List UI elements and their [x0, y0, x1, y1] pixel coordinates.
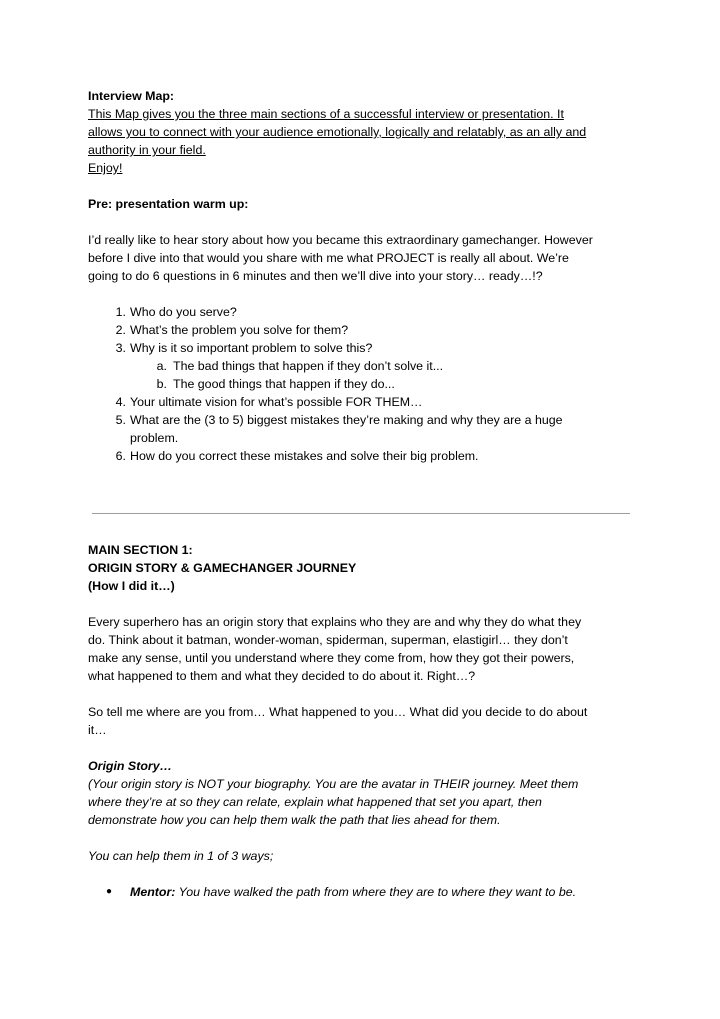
- list-item: [115, 411, 633, 447]
- main-para2-line-2: it…: [88, 723, 107, 737]
- pre-para-line-2: before I dive into that would you share with me what PROJECT is really all about. We’re: [88, 251, 569, 265]
- list-number: 5.: [115, 413, 126, 427]
- sub-question-text: The bad things that happen if they don’t solve it...: [173, 359, 444, 373]
- pre-heading: Pre: presentation warm up:: [88, 197, 249, 211]
- ways-intro: You can help them in 1 of 3 ways;: [88, 849, 274, 863]
- enjoy-text: Enjoy!: [88, 161, 123, 175]
- ways-list: [88, 883, 633, 901]
- list-item: [156, 357, 633, 375]
- question-text: Your ultimate vision for what’s possible FOR THEM…: [130, 395, 423, 409]
- way-label: Mentor:: [130, 885, 176, 899]
- list-item: [156, 375, 633, 393]
- list-number: 2.: [115, 323, 126, 337]
- question-text: What are the (3 to 5) biggest mistakes they’re making and why they are a huge: [130, 413, 563, 427]
- origin-line-1: (Your origin story is NOT your biography. You are the avatar in THEIR journey. Meet them: [88, 777, 579, 791]
- question-text: How do you correct these mistakes and solve their big problem.: [130, 449, 479, 463]
- origin-line-2: where they’re at so they can relate, explain what happened that set you apart, then: [88, 795, 542, 809]
- list-item: [115, 393, 633, 411]
- question-text: Who do you serve?: [130, 305, 237, 319]
- origin-line-3: demonstrate how you can help them walk the path that lies ahead for them.: [88, 813, 501, 827]
- question-list: [88, 303, 633, 465]
- question-text-continued: problem.: [130, 431, 179, 445]
- main-para1-line-1: Every superhero has an origin story that explains who they are and why they do what they: [88, 615, 582, 629]
- origin-story-title: Origin Story…: [88, 759, 172, 773]
- main-section-tagline: (How I did it…): [88, 579, 175, 593]
- sub-question-text: The good things that happen if they do...: [173, 377, 395, 391]
- document-title: Interview Map:: [88, 89, 175, 103]
- pre-para-line-1: I’d really like to hear story about how you became this extraordinary gamechanger. However: [88, 233, 593, 247]
- intro-line-3: authority in your field.: [88, 143, 206, 157]
- way-text: You have walked the path from where they are to where they want to be.: [175, 885, 577, 899]
- question-text: Why is it so important problem to solve this?: [130, 341, 373, 355]
- pre-para-line-3: going to do 6 questions in 6 minutes and then we’ll dive into your story… ready…!?: [88, 269, 543, 283]
- intro-line-1: This Map gives you the three main sections of a successful interview or presentation. It: [88, 107, 564, 121]
- list-number: 4.: [115, 395, 126, 409]
- list-letter: a.: [156, 359, 167, 373]
- document-body: [88, 87, 633, 901]
- main-section-subheading: ORIGIN STORY & GAMECHANGER JOURNEY: [88, 561, 357, 575]
- list-number: 1.: [115, 305, 126, 319]
- list-item: [115, 339, 633, 393]
- intro-line-2: allows you to connect with your audience emotionally, logically and relatably, as an ally and: [88, 125, 587, 139]
- main-section-heading: MAIN SECTION 1:: [88, 543, 193, 557]
- list-number: 3.: [115, 341, 126, 355]
- list-letter: b.: [156, 377, 167, 391]
- sub-question-list: [130, 357, 633, 393]
- bullet-icon: ●: [106, 886, 113, 897]
- main-para2-line-1: So tell me where are you from… What happened to you… What did you decide to do about: [88, 705, 588, 719]
- main-para1-line-2: do. Think about it batman, wonder-woman, spiderman, superman, elastigirl… they don’t: [88, 633, 568, 647]
- list-item: [106, 883, 633, 901]
- list-item: [115, 321, 633, 339]
- question-text: What’s the problem you solve for them?: [130, 323, 349, 337]
- list-item: [115, 447, 633, 465]
- list-item: [115, 303, 633, 321]
- list-number: 6.: [115, 449, 126, 463]
- main-para1-line-3: make any sense, until you understand where they come from, how they got their powers,: [88, 651, 575, 665]
- main-para1-line-4: what happened to them and what they decided to do about it. Right…?: [88, 669, 476, 683]
